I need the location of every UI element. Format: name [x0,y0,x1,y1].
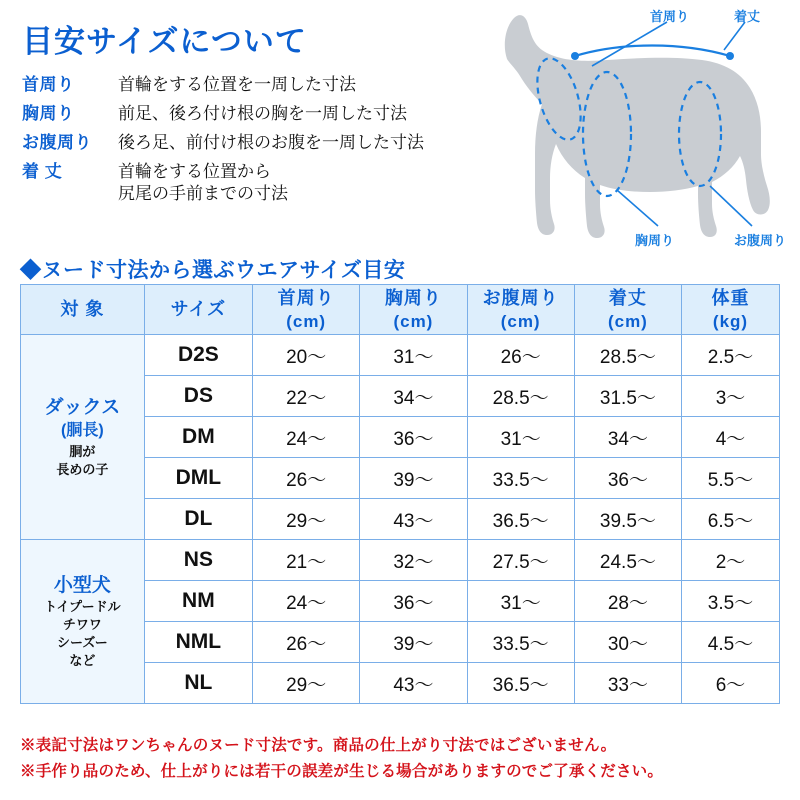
category-cell-dachshund [21,335,145,540]
belly-cell: 27.5〜 [467,540,574,581]
size-table-wrapper [20,284,780,704]
size-table-body [21,335,780,704]
illustration-label-neck: 首周り [650,9,690,24]
neck-cell: 26〜 [253,458,360,499]
section-heading: ◆ヌード寸法から選ぶウエアサイズ目安 [20,259,406,282]
definition-description: 首輪をする位置を一周した寸法 [118,75,356,94]
weight-cell: 3.5〜 [682,581,780,622]
chest-cell: 43〜 [360,663,467,704]
length-cell: 33〜 [574,663,681,704]
definition-description-line2: 尻尾の手前までの寸法 [118,184,288,203]
header-belly [467,285,574,335]
belly-cell: 36.5〜 [467,663,574,704]
size-cell: DS [144,376,252,417]
header-chest [360,285,467,335]
header-weight-unit: (kg) [712,311,749,331]
size-table [20,284,780,704]
definition-term: 着 丈 [22,162,63,181]
length-cell: 39.5〜 [574,499,681,540]
table-header-row [21,285,780,335]
category-sub: (胴長) [61,422,104,439]
category-note-line2: チワワ [62,617,102,632]
definition-row [22,103,492,125]
neck-cell: 21〜 [253,540,360,581]
length-cell: 30〜 [574,622,681,663]
neck-cell: 29〜 [253,499,360,540]
chest-cell: 39〜 [360,622,467,663]
neck-cell: 24〜 [253,417,360,458]
neck-cell: 22〜 [253,376,360,417]
chest-cell: 32〜 [360,540,467,581]
definition-row [22,161,492,205]
header-category-label: 対 象 [60,299,105,319]
definition-description: 後ろ足、前付け根のお腹を一周した寸法 [118,133,424,152]
category-cell-small-dog [21,540,145,704]
definition-description [118,161,288,205]
table-row [21,540,780,581]
definition-term: 胸周り [22,104,75,123]
length-cell: 28.5〜 [574,335,681,376]
chest-cell: 31〜 [360,335,467,376]
definition-term: お腹周り [22,133,92,152]
size-cell: NS [144,540,252,581]
size-cell: NML [144,622,252,663]
length-cell: 31.5〜 [574,376,681,417]
size-cell: DM [144,417,252,458]
size-cell: DML [144,458,252,499]
category-note-line3: シーズー [57,635,108,650]
weight-cell: 6.5〜 [682,499,780,540]
weight-cell: 2.5〜 [682,335,780,376]
belly-leader-line [710,186,752,226]
header-chest-label: 胸周り [384,287,442,308]
illustration-label-chest: 胸周り [635,233,675,248]
length-end-dot [726,52,734,60]
belly-cell: 31〜 [467,417,574,458]
definition-row [22,132,492,154]
weight-cell: 4.5〜 [682,622,780,663]
definition-description: 前足、後ろ付け根の胸を一周した寸法 [118,104,407,123]
size-cell: DL [144,499,252,540]
length-measure-line [575,46,730,57]
size-table-head [21,285,780,335]
belly-cell: 31〜 [467,581,574,622]
weight-cell: 6〜 [682,663,780,704]
length-start-dot [571,52,579,60]
neck-cell: 24〜 [253,581,360,622]
footnote-1: ※表記寸法はワンちゃんのヌード寸法です。商品の仕上がり寸法ではございません。 [20,737,617,754]
weight-cell: 4〜 [682,417,780,458]
definition-description-line1: 首輪をする位置から [118,162,271,181]
length-cell: 36〜 [574,458,681,499]
chest-cell: 34〜 [360,376,467,417]
category-note-line1: トイプードル [44,599,121,614]
header-belly-label: お腹周り [482,287,559,308]
size-cell: NL [144,663,252,704]
footnotes [20,733,785,785]
header-neck-unit: (cm) [286,311,327,331]
header-length-label: 着丈 [608,287,647,308]
header-category [21,285,145,335]
weight-cell: 2〜 [682,540,780,581]
definition-term: 首周り [22,75,75,94]
belly-cell: 33.5〜 [467,622,574,663]
belly-cell: 26〜 [467,335,574,376]
neck-cell: 29〜 [253,663,360,704]
chest-cell: 43〜 [360,499,467,540]
header-neck [253,285,360,335]
header-belly-unit: (cm) [500,311,541,331]
category-note-line1: 胴が [69,444,96,459]
header-length-unit: (cm) [607,311,648,331]
header-weight [682,285,780,335]
table-row [21,335,780,376]
length-cell: 24.5〜 [574,540,681,581]
chest-leader-line [617,190,658,226]
measurement-definitions [22,74,492,212]
size-cell: D2S [144,335,252,376]
header-neck-label: 首周り [277,287,335,308]
category-note-line4: など [69,653,96,668]
category-note-line2: 長めの子 [56,462,109,477]
weight-cell: 5.5〜 [682,458,780,499]
footnote-2: ※手作り品のため、仕上がりには若干の誤差が生じる場合がありますのでご了承ください。 [20,763,664,780]
weight-cell: 3〜 [682,376,780,417]
belly-cell: 28.5〜 [467,376,574,417]
category-name: 小型犬 [53,575,111,596]
header-weight-label: 体重 [711,287,750,308]
header-size-label: サイズ [170,299,227,319]
dog-measurement-illustration [462,4,792,254]
illustration-label-belly: お腹周り [734,233,787,248]
belly-cell: 36.5〜 [467,499,574,540]
chest-cell: 39〜 [360,458,467,499]
size-cell: NM [144,581,252,622]
neck-cell: 20〜 [253,335,360,376]
header-size [144,285,252,335]
length-cell: 28〜 [574,581,681,622]
chest-cell: 36〜 [360,581,467,622]
dog-illustration-svg [462,4,792,254]
header-chest-unit: (cm) [393,311,434,331]
length-cell: 34〜 [574,417,681,458]
category-name: ダックス [44,397,121,418]
page-title: 目安サイズについて [22,24,307,59]
header-length [574,285,681,335]
illustration-label-length: 着丈 [734,9,761,24]
belly-cell: 33.5〜 [467,458,574,499]
definition-row [22,74,492,96]
chest-cell: 36〜 [360,417,467,458]
neck-cell: 26〜 [253,622,360,663]
length-leader-line [724,22,745,50]
